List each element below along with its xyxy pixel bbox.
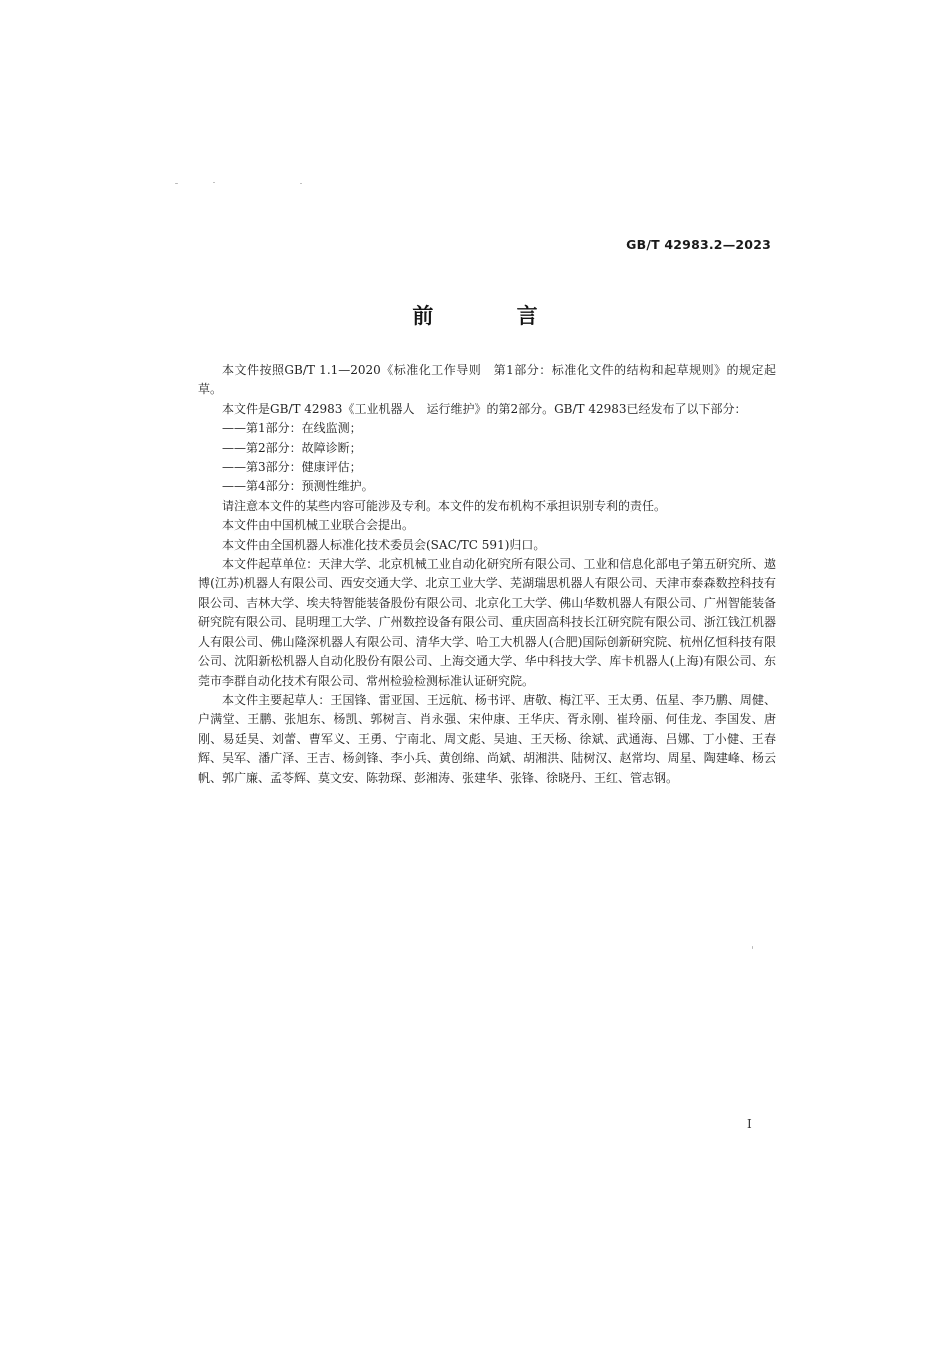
- scan-speck: [300, 183, 302, 184]
- scan-speck: [175, 183, 178, 184]
- standard-code: GB/T 42983.2—2023: [626, 237, 771, 252]
- paragraph-drafting-units: 本文件起草单位：天津大学、北京机械工业自动化研究所有限公司、工业和信息化部电子第五研究所、遨博(江苏)机器人有限公司、西安交通大学、北京工业大学、芜湖瑞思机器人有限公司、天津市泰森数控科技有限公司、吉林大学、埃夫特智能装备股份有限公司、北京化工大学、佛山华数机器人有限公司、广州智能装备研究院有限公司、昆明理工大学、广州数控设备有限公司、重庆固高科技长江研究院有限公司、浙江钱江机器人有限公司、佛山隆深机器人有限公司、清华大学、哈工大机器人(合肥)国际创新研究院、杭州亿恒科技有限公司、沈阳新松机器人自动化股份有限公司、上海交通大学、华中科技大学、库卡机器人(上海)有限公司、东莞市李群自动化技术有限公司、常州检验检测标准认证研究院。: [198, 557, 776, 688]
- scan-speck: [752, 946, 753, 949]
- paragraph-patent-notice: 请注意本文件的某些内容可能涉及专利。本文件的发布机构不承担识别专利的责任。: [222, 498, 667, 513]
- foreword-body: [198, 361, 776, 788]
- page-number: I: [747, 1117, 752, 1131]
- paragraph-series-intro: 本文件是GB/T 42983《工业机器人 运行维护》的第2部分。GB/T 42983已经发布了以下部分：: [222, 401, 747, 416]
- paragraph-proposer: 本文件由中国机械工业联合会提出。: [222, 518, 415, 533]
- list-item-part-3: ——第3部分：健康评估；: [222, 460, 362, 475]
- list-item-part-2: ——第2部分：故障诊断；: [222, 440, 362, 455]
- scan-speck: [213, 182, 215, 183]
- paragraph-drafting-rules: 本文件按照GB/T 1.1—2020《标准化工作导则 第1部分：标准化文件的结构和起草规则》的规定起草。: [198, 363, 776, 397]
- list-item-part-1: ——第1部分：在线监测；: [222, 421, 362, 436]
- paragraph-committee: 本文件由全国机器人标准化技术委员会(SAC/TC 591)归口。: [222, 537, 546, 552]
- list-item-part-4: ——第4部分：预测性维护。: [222, 479, 374, 494]
- paragraph-drafters: 本文件主要起草人：王国锋、雷亚国、王远航、杨书评、唐敬、梅江平、王太勇、伍星、李乃鹏、周健、户满堂、王鹏、张旭东、杨凯、郭树言、肖永强、宋仲康、王华庆、胥永刚、崔玲丽、何佳龙、李国发、唐刚、易廷昊、刘蕾、曹军义、王勇、宁南北、周文彪、吴迪、王天杨、徐斌、武通海、吕娜、丁小健、王春辉、吴军、潘广泽、王吉、杨剑锋、李小兵、黄创绵、尚斌、胡湘洪、陆树汉、赵常均、周星、陶建峰、杨云帆、郭广廉、孟苓辉、莫文安、陈勃琛、彭湘涛、张建华、张锋、徐晓丹、王红、管志钢。: [198, 692, 776, 785]
- page-title: 前 言: [412, 304, 576, 328]
